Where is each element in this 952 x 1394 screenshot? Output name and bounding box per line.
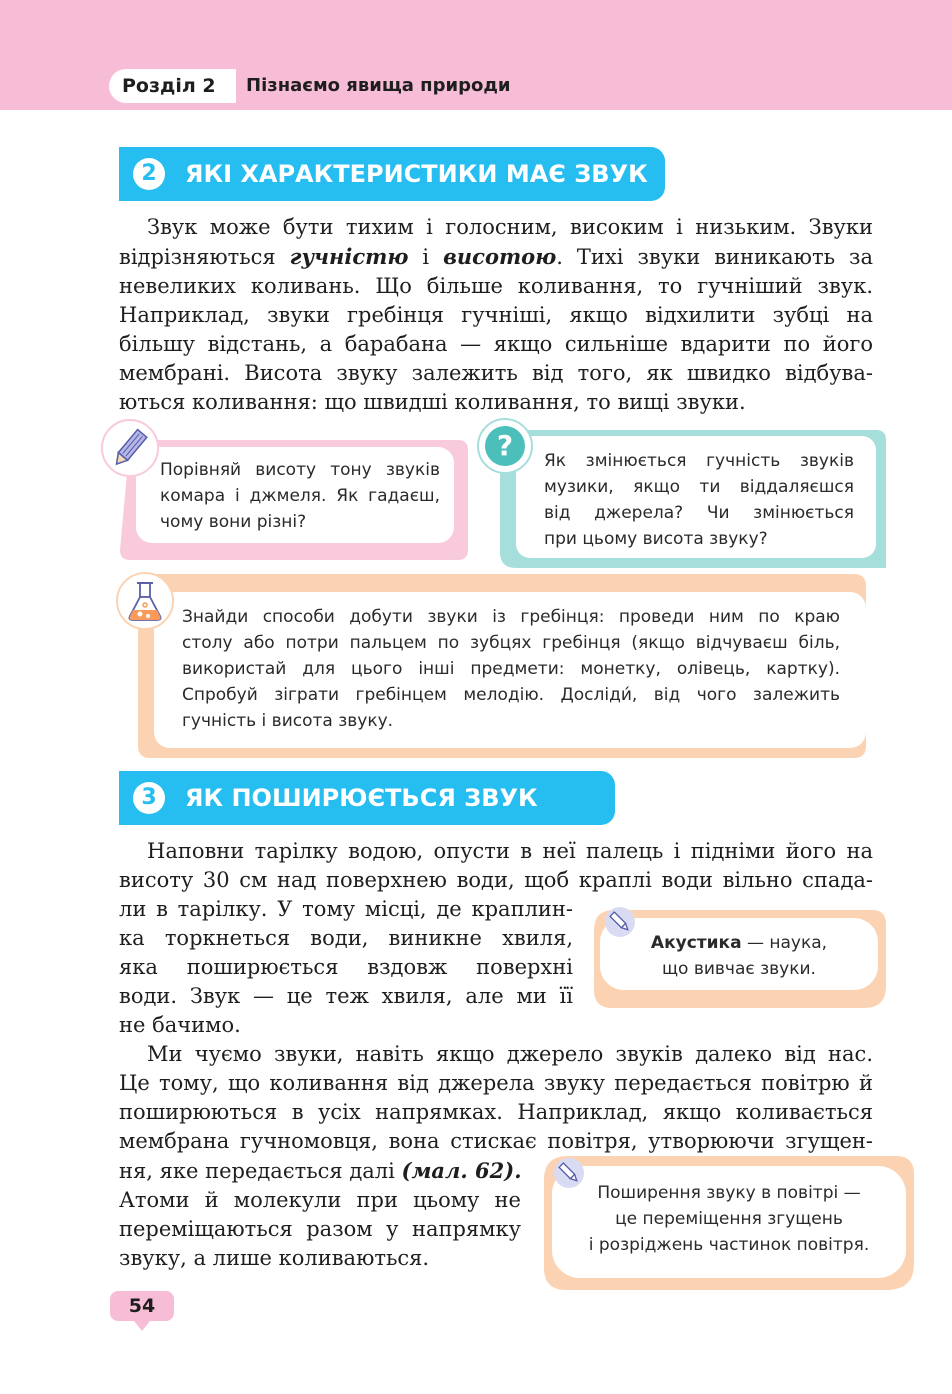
paragraph-line: води. Звук — це теж хвиля, але ми її [119,984,573,1008]
definition-line: і розріджень частинок повітря. [588,1235,870,1255]
task-compare-box [136,447,454,543]
page-number-tail [134,1321,150,1331]
paragraph-line: висоту 30 см над поверхнею води, щоб краплі води вільно спада- [119,868,873,892]
section-2-paragraph [119,213,873,417]
pencil-icon [554,1158,584,1188]
paragraph-line: переміщаються разом у напрямку [119,1217,521,1241]
paragraph-line: Атоми й молекули при цьому не [119,1188,521,1212]
definition-line: що вивчає звуки. [662,959,816,979]
definition-line: Акустика — наука, [650,933,828,953]
paragraph-line: мембрана гучномовця, вона стискає повітря, утворюючи згущен- [119,1129,873,1153]
paragraph-line: звуку, а лише коливаються. [119,1246,430,1270]
paragraph-line: мембрані. Висота звуку залежить від того, як швидко відбува- [119,361,873,385]
paragraph-line: Наповни тарілку водою, опусти в неї палець і підніми його на [147,839,873,863]
paragraph-line: ли в тарілку. У тому місці, де краплин- [119,897,573,921]
section-2-heading [119,147,665,201]
question-line: музики, якщо ти віддаляєшся [544,477,854,497]
question-icon [477,418,533,474]
experiment-box [154,592,866,748]
paragraph-line-figure: ня, яке передається далі (мал. 62). [119,1158,522,1183]
paragraph-line: поширюються в усіх напрямках. Наприклад, якщо коливається [119,1100,873,1124]
paragraph-line: не бачимо. [119,1013,241,1037]
section-arrow-icon [221,69,234,103]
task-line: комара і джмеля. Як гадаєш, [160,486,440,506]
section-2-title: ЯКІ ХАРАКТЕРИСТИКИ МАЄ ЗВУК [185,160,648,188]
task-line: чому вони різні? [160,512,307,532]
section-3-title: ЯК ПОШИРЮЄТЬСЯ ЗВУК [185,784,538,812]
paragraph-line: невеликих коливань. Що більше коливання, то гучніший звук. [119,274,873,298]
definition-acoustics-box [600,918,878,990]
definition-propagation-box [552,1166,906,1278]
experiment-line: використай для цього інші предмети: монетку, олівець, картку). [182,659,840,679]
section-name: Пізнаємо явища природи [246,75,511,96]
paragraph-line: Це тому, що коливання від джерела звуку передається повітрю й [119,1071,873,1095]
paragraph-line: Ми чуємо звуки, навіть якщо джерело звуків далеко від нас. [147,1042,873,1066]
paragraph-line-emphasis: відрізняються гучністю і висотою. Тихі звуки виникають за [119,244,873,269]
question-line: від джерела? Чи змінюється [544,503,854,523]
question-box [516,436,876,558]
paragraph-line: більшу відстань, а барабана — якщо сильніше вдарити по його [119,332,873,356]
section-3-number: 3 [133,782,165,814]
pencil-icon [101,419,159,477]
pencil-icon [605,907,635,937]
term-acoustics: Акустика [650,933,742,953]
section-2-number: 2 [133,158,165,190]
definition-line: Поширення звуку в повітрі — [597,1183,861,1203]
question-line: при цьому висота звуку? [544,529,768,549]
paragraph-line: ються коливання: що швидші коливання, то вищі звуки. [119,390,746,414]
page-number: 54 [110,1291,174,1321]
section-3-heading [119,771,615,825]
paragraph-line: Звук може бути тихим і голосним, високим і низьким. Звуки [147,215,873,239]
experiment-line: столу або потри пальцем по зубцях гребінця (якщо відчуваєш біль, [182,633,840,653]
paragraph-line: Наприклад, звуки гребінця гучніші, якщо відхилити зубці на [119,303,873,327]
experiment-line: гучність і висота звуку. [182,711,394,731]
section-label: Розділ 2 [109,69,236,103]
figure-reference: (мал. 62) [401,1158,515,1183]
term-pitch: висотою [443,244,557,269]
term-loudness: гучністю [289,244,409,269]
question-glyph: ? [485,426,525,466]
experiment-line: Знайди способи добути звуки із гребінця: проведи ним по краю [182,607,840,627]
definition-line: це переміщення згущень [615,1209,843,1229]
paragraph-line: яка поширюється вздовж поверхні [119,955,573,979]
flask-icon [116,572,174,630]
question-line: Як змінюється гучність звуків [544,451,854,471]
experiment-line: Спробуй зіграти гребінцем мелодію. Досліди́, від чого залежить [182,685,840,705]
paragraph-line: ка торкнеться води, виникне хвиля, [119,926,573,950]
task-line: Порівняй висоту тону звуків [160,460,440,480]
